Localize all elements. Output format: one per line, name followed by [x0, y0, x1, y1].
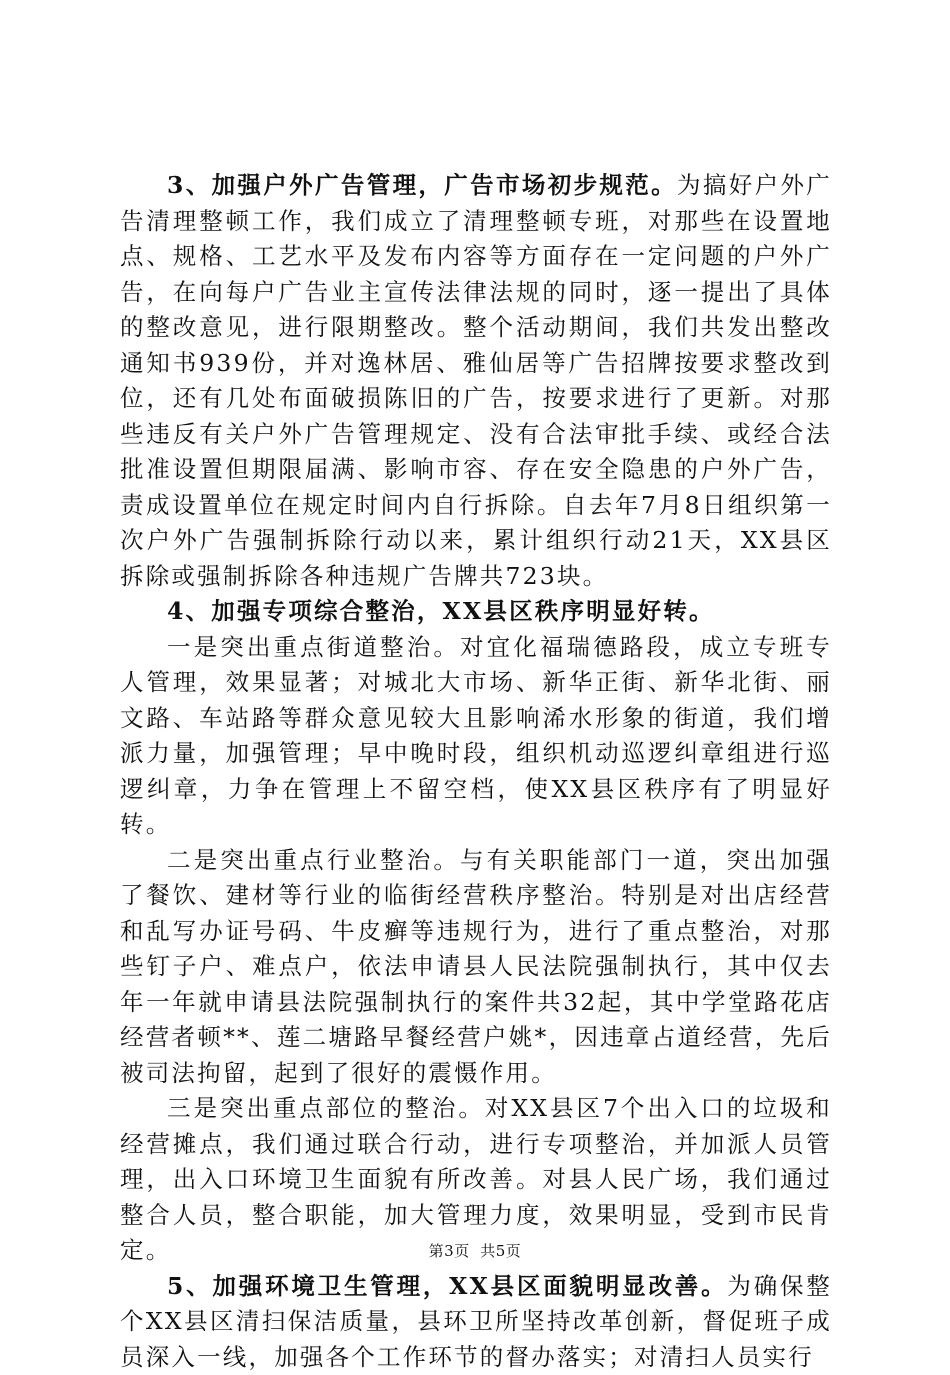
paragraph-text: 二是突出重点行业整治。与有关职能部门一道，突出加强了餐饮、建材等行业的临街经营秩序整治。特别是对出店经营和乱写办证号码、牛皮癣等违规行为，进行了重点整治，对那些钉子户、难点户，依法申请县人民法院强制执行，其中仅去年一年就申请县法院强制执行的案件共32起，其中学堂路花店经营者顿**、莲二塘路早餐经营户姚*，因违章占道经营，先后被司法拘留，起到了很好的震慑作用。: [120, 846, 832, 1087]
paragraph-text: 一是突出重点街道整治。对宜化福瑞德路段，成立专班专人管理，效果显著；对城北大市场、新华正街、新华北街、丽文路、车站路等群众意见较大且影响浠水形象的街道，我们增派力量，加强管理；早中晚时段，组织机动巡逻纠章组进行巡逻纠章，力争在管理上不留空档，使XX县区秩序有了明显好转。: [120, 633, 832, 839]
paragraph-3-outdoor-ads: [120, 168, 832, 594]
page-number: 第3页: [429, 1242, 470, 1260]
section-heading-5: 5、加强环境卫生管理，XX县区面貌明显改善。: [167, 1272, 727, 1300]
page-total: 共5页: [480, 1242, 521, 1260]
paragraph-text: 为搞好户外广告清理整顿工作，我们成立了清理整顿专班，对那些在设置地点、规格、工艺水平及发布内容等方面存在一定问题的户外广告，在向每户广告业主宣传法律法规的同时，逐一提出了具体的整改意见，进行限期整改。整个活动期间，我们共发出整改通知书939份，并对逸林居、雅仙居等广告招牌按要求整改到位，还有几处布面破损陈旧的广告，按要求进行了更新。对那些违反有关户外广告管理规定、没有合法审批手续、或经合法批准设置但期限届满、影响市容、存在安全隐患的户外广告，责成设置单位在规定时间内自行拆除。自去年7月8日组织第一次户外广告强制拆除行动以来，累计组织行动21天，XX县区拆除或强制拆除各种违规广告牌共723块。: [120, 171, 832, 590]
section-heading-4: 4、加强专项综合整治，XX县区秩序明显好转。: [167, 597, 715, 625]
paragraph-4-special-rectification: [120, 594, 832, 630]
paragraph-key-industries: [120, 843, 832, 1092]
paragraph-text: 为确保整个XX县区清扫保洁质量，县环卫所坚持改革创新，督促班子成员深入一线，加强各个工作环节的督办落实；对清扫人员实行: [120, 1272, 832, 1371]
paragraph-5-sanitation: [120, 1269, 832, 1375]
paragraph-text: 三是突出重点部位的整治。对XX县区7个出入口的垃圾和经营摊点，我们通过联合行动，进行专项整治，并加派人员管理，出入口环境卫生面貌有所改善。对县人民广场，我们通过整合人员，整合职能，加大管理力度，效果明显，受到市民肯定。: [120, 1094, 832, 1264]
paragraph-key-streets: [120, 630, 832, 843]
document-body: [120, 168, 832, 1375]
section-heading-3: 3、加强户外广告管理，广告市场初步规范。: [167, 171, 677, 199]
page-footer: [0, 1240, 950, 1261]
